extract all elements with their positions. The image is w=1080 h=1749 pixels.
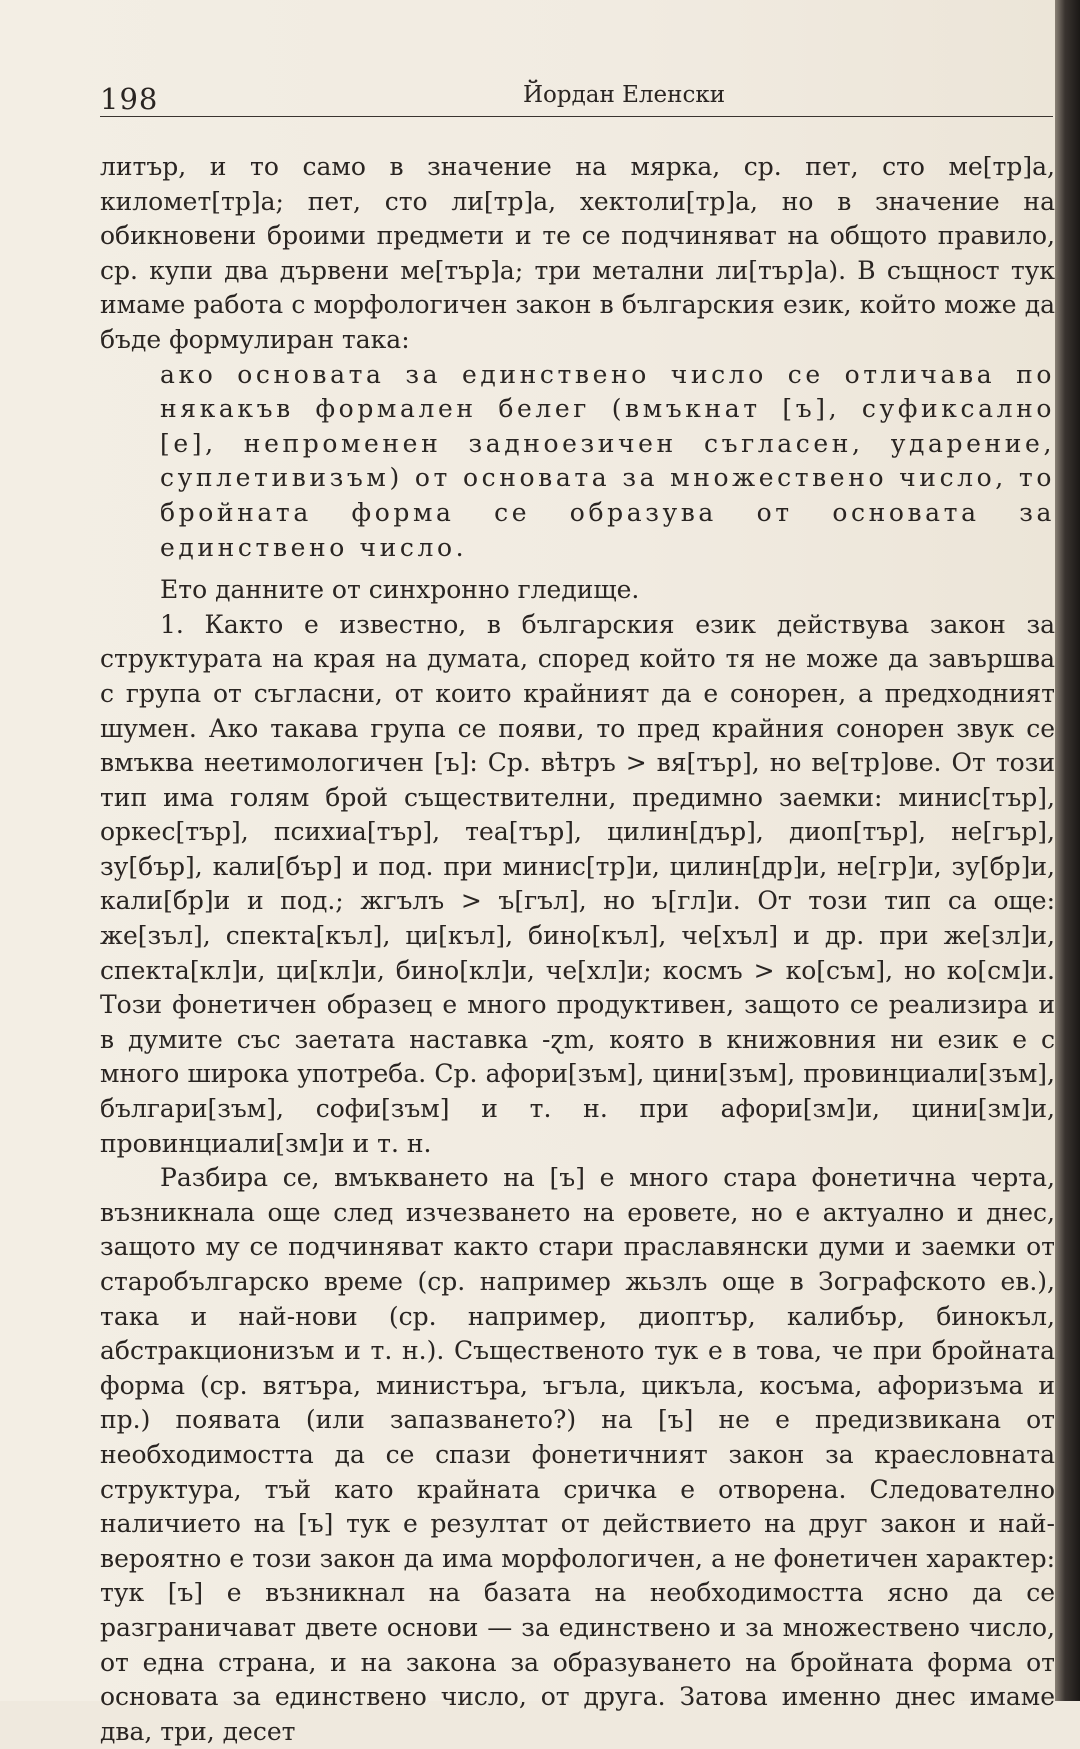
paragraph-intro: Ето данните от синхронно гледище. xyxy=(160,575,640,605)
page-number: 198 xyxy=(100,82,159,116)
running-title: Йордан Еленски xyxy=(523,82,726,108)
page-body xyxy=(100,150,1055,1749)
page-header xyxy=(100,82,1053,117)
paragraph-continuation: литър, и то само в значение на мярка, ср. пет, сто ме[тр]а, километ[тр]а; пет, сто ли[тр]а, хектоли[тр]а, но в значение на обикновени броими предмети и те се подчиняват на общото правило, ср. купи два дървени ме[тър]а; три метални ли[тър]а). В същност тук имаме работа с морфологичен закон в българския език, който може да бъде формулиран така: xyxy=(100,152,1055,354)
law-statement: ако основата за единствено число се отличава по някакъв формален белег (вмъкнат [ъ], суфиксално [е], непроменен задноезичен съгласен, ударение, суплетивизъм) от основата за множествено число, то бройната форма се образува от основата за единствено число. xyxy=(160,359,1055,562)
paragraph-section-1: 1. Както е известно, в българския език действува закон за структурата на края на думата, според който тя не може да завършва с група от съгласни, от които крайният да е сонорен, а предходният шумен. Ако такава група се появи, то пред крайния сонорен звук се вмъква неетимологичен [ъ]: Ср. вѣтръ > вя[тър], но ве[тр]ове. От този тип има голям брой съществителни, предимно заемки: минис[тър], оркес[тър], психиа[тър], теа[тър], цилин[дър], диоп[тър], не[гър], зу[бър], кали[бър] и под. при минис[тр]и, цилин[др]и, не[гр]и, зу[бр]и, кали[бр]и и под.; жгълъ > ъ[гъл], но ъ[гл]и. От този тип са още: же[зъл], спекта[къл], ци[къл], бино[къл], че[хъл] и др. при же[зл]и, спекта[кл]и, ци[кл]и, бино[кл]и, че[хл]и; космъ > ко[съм], но ко[см]и. Този фонетичен образец е много продуктивен, защото се реализира и в думите със заетата наставка -ɀm, която в книжовния ни език е с много широка употреба. Ср. афори[зъм], цини[зъм], провинциали[зъм], българи[зъм], софи[зъм] и т. н. при афори[зм]и, цини[зм]и, провинциали[зм]и и т. н. xyxy=(100,609,1055,1158)
book-spine-shadow xyxy=(1055,0,1080,1701)
paragraph-discussion: Разбира се, вмъкването на [ъ] е много стара фонетична черта, възникнала още след изчезването на еровете, но е актуално и днес, защото му се подчиняват както стари праславянски думи и заемки от старобългарско време (ср. например жьзлъ още в Зографското ев.), така и най-нови (ср. например, диоптър, калибър, бинокъл, абстракционизъм и т. н.). Същественото тук е в това, че при бройната форма (ср. вятъра, министъра, ъгъла, цикъла, косъма, афоризъма и пр.) появата (или запазването?) на [ъ] не е предизвикана от необходимостта да се спази фонетичният закон за краесловната структура, тъй като крайната сричка е отворена. Следователно наличието на [ъ] тук е резултат от действието на друг закон и най-вероятно е този закон да има морфологичен, а не фонетичен характер: тук [ъ] е възникнал на базата на необходимостта ясно да се разграничават двете основи — за единствено и за множествено число, от една страна, и на закона за образуването на бройната форма от основата за единствено число, от друга. Затова именно днес имаме два, три, десет xyxy=(100,1163,1055,1746)
